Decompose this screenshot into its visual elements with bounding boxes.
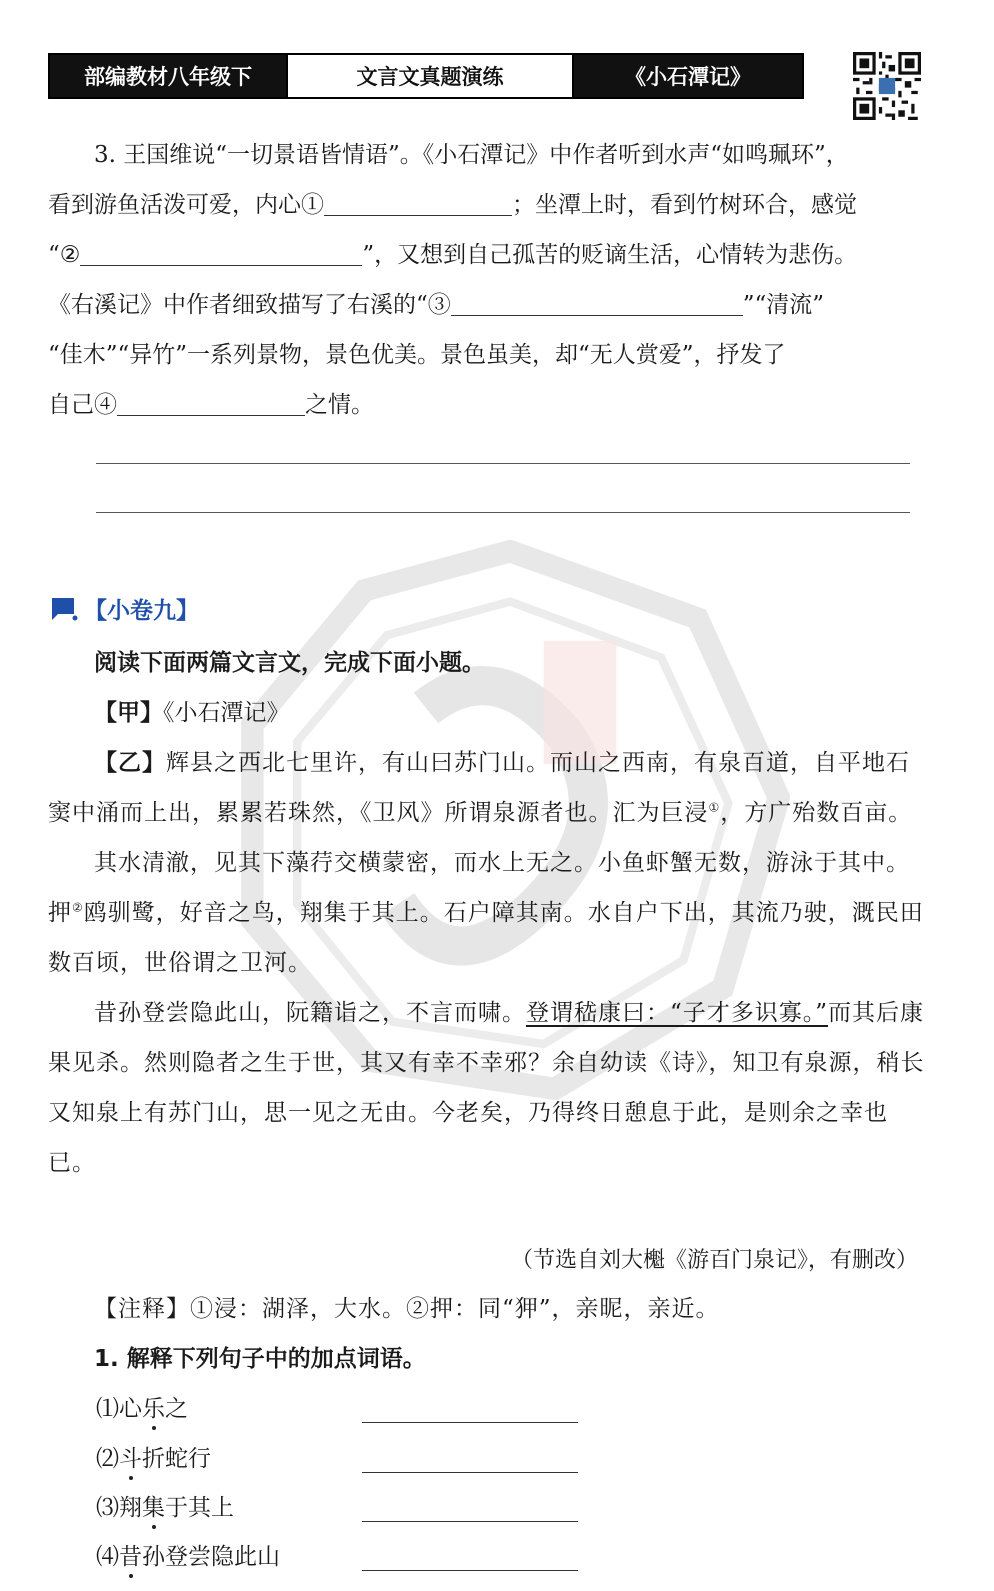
answer-blank-3[interactable] [451,289,743,316]
footnote-mark: ② [72,900,84,915]
section-title: 【小卷九】 [84,598,199,624]
q3-text: ”，又想到自己孤苦的贬谪生活，心情转为悲伤。 [362,242,858,268]
underlined-sentence: 登谓嵇康曰：“子才多识寡。” [526,1000,829,1026]
dotted-word: 昔 [119,1538,142,1571]
header-topic: 文言文真题演练 [286,55,574,97]
notes-text: 【注释】①浸：湖泽，大水。②押：同“狎”，亲昵，亲近。 [94,1296,720,1322]
q3-line-6 [48,380,928,430]
bookmark-flag-icon [48,596,78,622]
q3-text: “② [48,242,81,268]
answer-line[interactable] [362,1497,578,1522]
item-text: 于其上 [165,1495,234,1521]
q3-text: 自己④ [48,392,117,418]
q1-item-3 [96,1489,578,1522]
header-lesson: 《小石潭记》 [574,55,802,97]
answer-line[interactable] [362,1546,578,1571]
section-header [48,592,199,625]
header-bar [48,53,804,99]
question-3 [48,130,928,430]
q3-text: 《右溪记》中作者细致描写了右溪的“③ [48,292,451,318]
item-text: ⑵ [96,1446,119,1472]
item-text: ⑶翔 [96,1495,142,1521]
yi-text: 而其后康果见杀。然则隐者之生于世，其又有幸不幸邪？余自幼读《诗》，知卫有泉源，稍长又知泉上有苏门山，思一见之无由。今老矣，乃得终日憩息于此，是则余之幸也已。 [48,1000,925,1176]
notes [48,1284,928,1334]
yi-text: 鸥驯鹭，好音之鸟，翔集于其上。石户障其南。水自户下出，其流乃驶，溉民田数百顷，世俗谓之卫河。 [48,900,924,976]
q3-text: 看到游鱼活泼可爱，内心① [48,192,324,218]
q3-line-1: 3. 王国维说“一切景语皆情语”。《小石潭记》中作者听到水声“如鸣珮环”， [94,142,849,168]
passage-yi-p3 [48,988,928,1188]
yi-tag: 【乙】 [94,750,166,776]
q3-text: 之情。 [305,392,374,418]
q3-line-4 [48,280,928,330]
yi-text: 其水清澈，见其下藻荇交横蒙密，而水上无之。小鱼虾蟹无数，游泳于其中。押 [48,850,910,926]
yi-text: 辉县之西北七里许，有山曰苏门山。而山之西南，有泉百道，自平地石窦中涌而上出，累累若珠然，《卫风》所谓泉源者也。汇为巨浸 [48,750,910,826]
instruction: 阅读下面两篇文言文，完成下面小题。 [94,650,485,676]
q1-item-1 [96,1390,578,1423]
answer-blank-1[interactable] [324,189,512,216]
passage-jia [48,688,928,738]
item-text: ⑷ [96,1544,119,1570]
passage-source: （节选自刘大櫆《游百门泉记》，有删改） [510,1248,918,1273]
reading-section [48,638,928,1188]
header-grade: 部编教材八年级下 [50,55,286,97]
q3-line-5: “佳木”“异竹”一系列景物，景色优美。景色虽美，却“无人赏爱”，抒发了 [48,342,786,368]
answer-blank-4[interactable] [117,389,305,416]
answer-line-2[interactable] [96,512,910,513]
dotted-word: 斗 [119,1440,142,1473]
item-text: 之 [165,1396,188,1422]
q1-item-label [96,1538,362,1571]
answer-blank-2[interactable] [80,239,362,266]
answer-line[interactable] [362,1398,578,1423]
dotted-word: 集 [142,1489,165,1522]
item-text: 孙登尝隐此山 [142,1544,280,1570]
item-text: ⑴心 [96,1396,142,1422]
q1-item-4 [96,1538,578,1571]
question-1-title [48,1334,928,1384]
q1-item-label [96,1440,362,1473]
dotted-word: 乐 [142,1390,165,1423]
q3-text: ；坐潭上时，看到竹树环合，感觉 [512,192,857,218]
footnote-mark: ① [708,800,721,815]
yi-text: ，方广殆数百亩。 [720,800,913,826]
q1-item-label [96,1489,362,1522]
q3-text: ”“清流” [742,292,825,318]
q1-title-text: 1. 解释下列句子中的加点词语。 [94,1346,426,1372]
answer-line[interactable] [362,1448,578,1473]
answer-line-1[interactable] [96,463,910,464]
passage-yi-p1 [48,738,928,838]
yi-text: 昔孙登尝隐此山，阮籍诣之，不言而啸。 [94,1000,526,1026]
q1-item-2 [96,1440,578,1473]
qr-code-icon [853,52,921,120]
q3-line-2 [48,180,928,230]
jia-title: 《小石潭记》 [163,700,290,726]
q3-line-3 [48,230,928,280]
jia-tag: 【甲】 [94,700,163,726]
q1-item-label [96,1390,362,1423]
item-text: 折蛇行 [142,1446,211,1472]
passage-yi-p2 [48,838,928,988]
